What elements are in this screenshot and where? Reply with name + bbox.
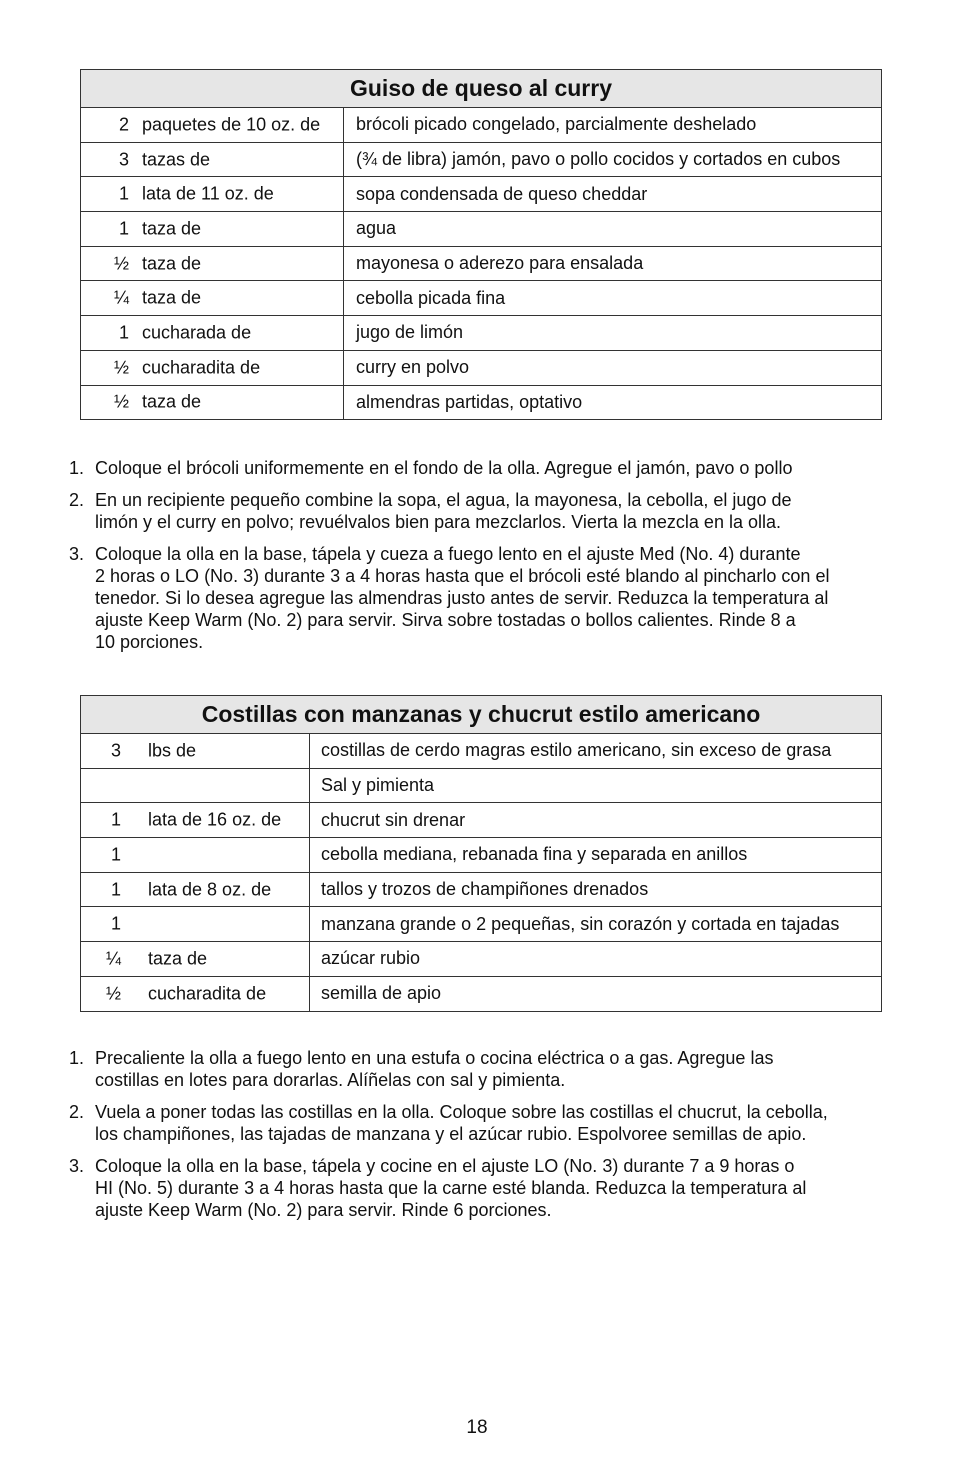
ingredient-quantity-cell (81, 108, 344, 143)
ingredient-qty: ½ (105, 983, 121, 1004)
step-text-line: Coloque la olla en la base, tápela y cocine en el ajuste LO (No. 3) durante 7 a 9 horas o (95, 1156, 795, 1176)
ingredient-qty: 2 (118, 114, 129, 135)
ingredient-row (81, 838, 882, 873)
ingredient-row (81, 281, 882, 316)
step-number: 1. (69, 458, 85, 478)
instruction-step (69, 489, 899, 533)
ingredient-item: jugo de limón (344, 316, 882, 351)
ingredient-row (81, 907, 882, 942)
ingredient-quantity-cell (81, 768, 310, 803)
ingredient-qty: ½ (113, 253, 129, 274)
ingredient-item: cebolla picada fina (344, 281, 882, 316)
ingredient-row (81, 246, 882, 281)
ingredient-qty: 1 (110, 844, 121, 865)
ingredient-quantity-cell (81, 316, 344, 351)
ingredient-quantity-cell (81, 281, 344, 316)
recipe-title: Costillas con manzanas y chucrut estilo americano (81, 696, 882, 734)
ingredient-row (81, 803, 882, 838)
ingredient-row (81, 385, 882, 420)
ingredient-unit: lata de 11 oz. de (142, 183, 274, 204)
step-text-line: Coloque la olla en la base, tápela y cueza a fuego lento en el ajuste Med (No. 4) durante (95, 544, 801, 564)
ingredient-row (81, 768, 882, 803)
ingredient-list (81, 734, 882, 1012)
ingredient-item: agua (344, 212, 882, 247)
ingredient-item: sopa condensada de queso cheddar (344, 177, 882, 212)
ingredient-unit: lata de 16 oz. de (148, 809, 282, 830)
ingredient-row (81, 212, 882, 247)
ingredient-unit: taza de (142, 287, 202, 308)
ingredient-unit: lbs de (148, 740, 197, 761)
step-text-line: los champiñones, las tajadas de manzana y el azúcar rubio. Espolvoree semillas de apio. (95, 1124, 807, 1144)
ingredient-qty: 1 (118, 218, 129, 239)
ingredient-item: chucrut sin drenar (310, 803, 882, 838)
ingredient-qty: 3 (118, 149, 129, 170)
recipe-table-costillas (80, 695, 882, 1012)
ingredient-row (81, 976, 882, 1011)
ingredient-qty: 1 (118, 322, 129, 343)
ingredient-unit: taza de (148, 948, 208, 969)
instructions-guiso (69, 457, 899, 663)
ingredient-unit: paquetes de 10 oz. de (142, 114, 321, 135)
ingredient-unit: lata de 8 oz. de (148, 879, 272, 900)
ingredient-item: mayonesa o aderezo para ensalada (344, 246, 882, 281)
step-number: 2. (69, 1102, 85, 1122)
ingredient-row (81, 350, 882, 385)
ingredient-qty: 3 (110, 740, 121, 761)
ingredient-item: (¾ de libra) jamón, pavo o pollo cocidos y cortados en cubos (344, 142, 882, 177)
ingredient-quantity-cell (81, 177, 344, 212)
ingredient-item: cebolla mediana, rebanada fina y separada en anillos (310, 838, 882, 873)
step-number: 3. (69, 544, 85, 564)
ingredient-unit: cucharada de (142, 322, 252, 343)
ingredient-item: Sal y pimienta (310, 768, 882, 803)
ingredient-qty: ¼ (105, 948, 121, 969)
ingredient-item: brócoli picado congelado, parcialmente deshelado (344, 108, 882, 143)
step-text-line: Precaliente la olla a fuego lento en una estufa o cocina eléctrica o a gas. Agregue las (95, 1048, 774, 1068)
step-text-line: En un recipiente pequeño combine la sopa, el agua, la mayonesa, la cebolla, el jugo de (95, 490, 792, 510)
ingredient-quantity-cell (81, 838, 310, 873)
ingredient-unit: taza de (142, 391, 202, 412)
ingredient-item: azúcar rubio (310, 942, 882, 977)
ingredient-qty: 1 (110, 913, 121, 934)
ingredient-qty: ½ (113, 391, 129, 412)
ingredient-quantity-cell (81, 385, 344, 420)
ingredient-quantity-cell (81, 803, 310, 838)
ingredient-row (81, 177, 882, 212)
recipe-table-guiso (80, 69, 882, 420)
ingredient-quantity-cell (81, 907, 310, 942)
instruction-step (69, 457, 899, 479)
ingredient-item: curry en polvo (344, 350, 882, 385)
ingredient-quantity-cell (81, 246, 344, 281)
ingredient-item: almendras partidas, optativo (344, 385, 882, 420)
step-text-line: 2 horas o LO (No. 3) durante 3 a 4 horas hasta que el brócoli esté blando al pincharlo con el (95, 566, 830, 586)
ingredient-row (81, 942, 882, 977)
ingredient-item: costillas de cerdo magras estilo americano, sin exceso de grasa (310, 734, 882, 769)
ingredient-quantity-cell (81, 734, 310, 769)
ingredient-row (81, 108, 882, 143)
ingredient-item: tallos y trozos de champiñones drenados (310, 872, 882, 907)
instruction-step (69, 1155, 899, 1221)
page-number: 18 (466, 1417, 488, 1438)
ingredient-unit: cucharadita de (148, 983, 267, 1004)
ingredient-qty: 1 (110, 879, 121, 900)
ingredient-qty: 1 (110, 809, 121, 830)
ingredient-unit: tazas de (142, 149, 211, 170)
step-text-line: ajuste Keep Warm (No. 2) para servir. Sirva sobre tostadas o bollos calientes. Rinde 8 a (95, 610, 796, 630)
ingredient-row (81, 316, 882, 351)
ingredient-row (81, 142, 882, 177)
ingredient-unit: taza de (142, 218, 202, 239)
step-text-line: ajuste Keep Warm (No. 2) para servir. Rinde 6 porciones. (95, 1200, 552, 1220)
step-text-line: HI (No. 5) durante 3 a 4 horas hasta que la carne esté blanda. Reduzca la temperatura al (95, 1178, 807, 1198)
ingredient-unit: cucharadita de (142, 357, 261, 378)
instruction-step (69, 1047, 899, 1091)
step-text-line: tenedor. Si lo desea agregue las almendras justo antes de servir. Reduzca la temperatura al (95, 588, 829, 608)
ingredient-row (81, 734, 882, 769)
step-text-line: 10 porciones. (95, 632, 204, 652)
ingredient-row (81, 872, 882, 907)
step-number: 2. (69, 490, 85, 510)
ingredient-item: manzana grande o 2 pequeñas, sin corazón y cortada en tajadas (310, 907, 882, 942)
ingredient-quantity-cell (81, 942, 310, 977)
recipe-title: Guiso de queso al curry (81, 70, 882, 108)
instructions-costillas (69, 1047, 899, 1231)
step-text-line: Coloque el brócoli uniformemente en el fondo de la olla. Agregue el jamón, pavo o pollo (95, 458, 793, 478)
step-text-line: Vuela a poner todas las costillas en la olla. Coloque sobre las costillas el chucrut, la cebolla, (95, 1102, 828, 1122)
ingredient-quantity-cell (81, 142, 344, 177)
instruction-step (69, 1101, 899, 1145)
instruction-step (69, 543, 899, 653)
step-number: 3. (69, 1156, 85, 1176)
ingredient-quantity-cell (81, 212, 344, 247)
ingredient-qty: ¼ (113, 287, 129, 308)
ingredient-unit: taza de (142, 253, 202, 274)
ingredient-qty: 1 (118, 183, 129, 204)
ingredient-item: semilla de apio (310, 976, 882, 1011)
ingredient-qty: ½ (113, 357, 129, 378)
ingredient-list (81, 108, 882, 420)
ingredient-quantity-cell (81, 976, 310, 1011)
ingredient-quantity-cell (81, 350, 344, 385)
ingredient-quantity-cell (81, 872, 310, 907)
step-text-line: limón y el curry en polvo; revuélvalos bien para mezclarlos. Vierta la mezcla en la olla. (95, 512, 781, 532)
step-text-line: costillas en lotes para dorarlas. Alíñelas con sal y pimienta. (95, 1070, 566, 1090)
step-number: 1. (69, 1048, 85, 1068)
